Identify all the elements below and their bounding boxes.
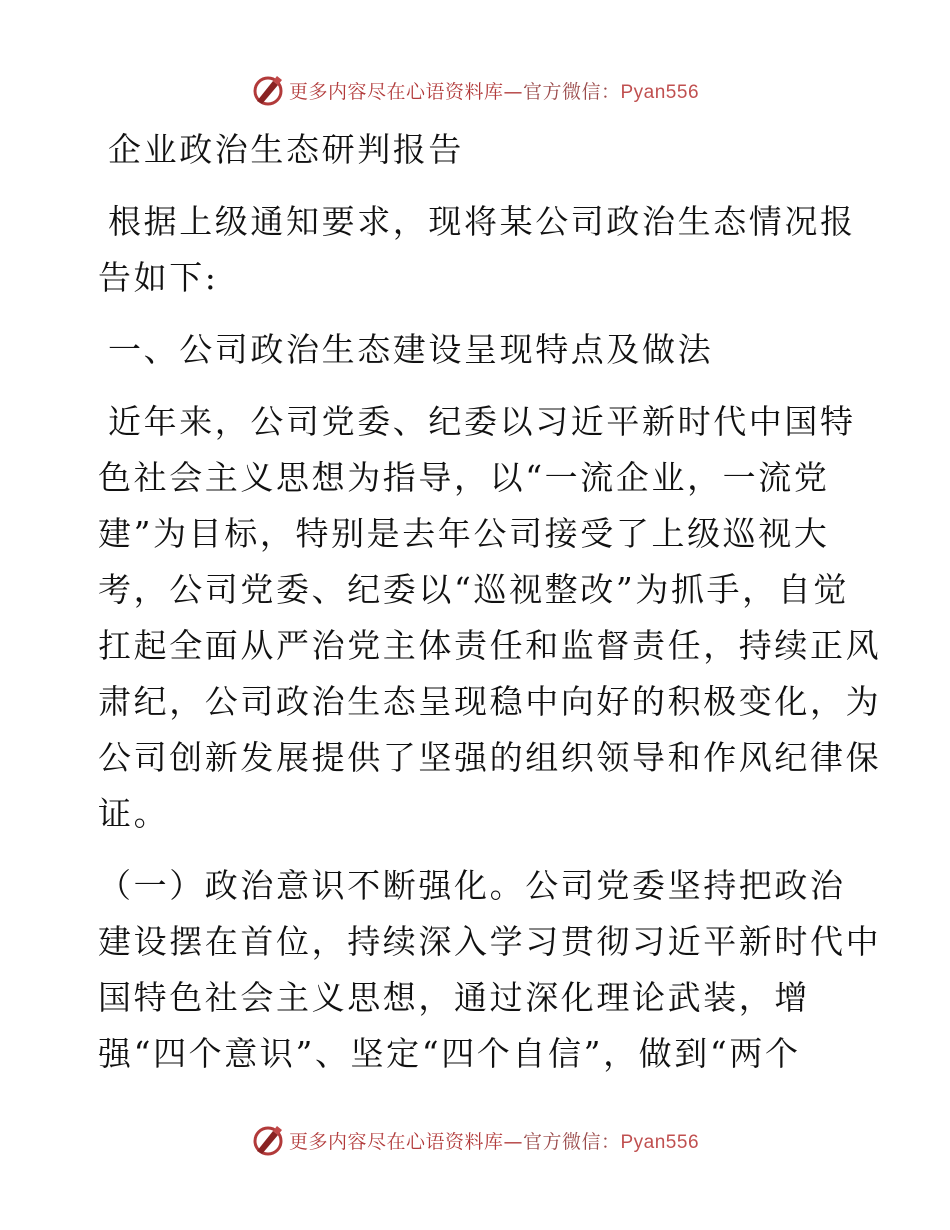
watermark-wechat-id: Pyan556 bbox=[620, 81, 700, 103]
watermark-dash: — bbox=[503, 80, 523, 103]
paragraph-line: 扛起全面从严治党主体责任和监督责任，持续正风 bbox=[98, 626, 882, 665]
watermark-wechat-id: Pyan556 bbox=[620, 1131, 700, 1153]
watermark-dash: — bbox=[503, 1130, 523, 1153]
paragraph-line: 近年来，公司党委、纪委以习近平新时代中国特 bbox=[108, 402, 856, 441]
paragraph-line: 考，公司党委、纪委以“巡视整改”为抓手，自觉 bbox=[98, 570, 849, 609]
intro-line: 告如下: bbox=[98, 258, 219, 297]
paragraph-line: 强“四个意识”、坚定“四个自信”，做到“两个 bbox=[98, 1034, 801, 1073]
watermark-brand: 更多内容尽在心语资料库 bbox=[288, 80, 504, 103]
section-heading: 一、公司政治生态建设呈现特点及做法 bbox=[108, 330, 714, 369]
intro-line: 根据上级通知要求，现将某公司政治生态情况报 bbox=[108, 202, 856, 241]
paragraph-line: （一）政治意识不断强化。公司党委坚持把政治 bbox=[98, 866, 846, 905]
header-watermark bbox=[0, 70, 950, 110]
watermark-brand: 更多内容尽在心语资料库 bbox=[288, 1130, 504, 1153]
pen-logo-icon bbox=[251, 1123, 285, 1157]
body-paragraph-2 bbox=[98, 858, 882, 1082]
intro-paragraph bbox=[98, 194, 858, 306]
footer-watermark bbox=[0, 1120, 950, 1160]
document-title: 企业政治生态研判报告 bbox=[108, 130, 464, 169]
paragraph-line: 建设摆在首位，持续深入学习贯彻习近平新时代中 bbox=[98, 922, 882, 961]
document-body bbox=[98, 122, 882, 1082]
watermark-label: 官方微信： bbox=[522, 1130, 621, 1153]
watermark-label: 官方微信： bbox=[522, 80, 621, 103]
paragraph-line: 公司创新发展提供了坚强的组织领导和作风纪律保 bbox=[98, 738, 882, 777]
body-paragraph-1 bbox=[98, 394, 882, 842]
paragraph-line: 色社会主义思想为指导，以“一流企业，一流党 bbox=[98, 458, 830, 497]
paragraph-line: 证。 bbox=[98, 794, 170, 833]
paragraph-line: 建”为目标，特别是去年公司接受了上级巡视大 bbox=[98, 514, 830, 553]
pen-logo-icon bbox=[251, 73, 285, 107]
paragraph-line: 国特色社会主义思想，通过深化理论武装，增 bbox=[98, 978, 810, 1017]
paragraph-line: 肃纪，公司政治生态呈现稳中向好的积极变化，为 bbox=[98, 682, 882, 721]
